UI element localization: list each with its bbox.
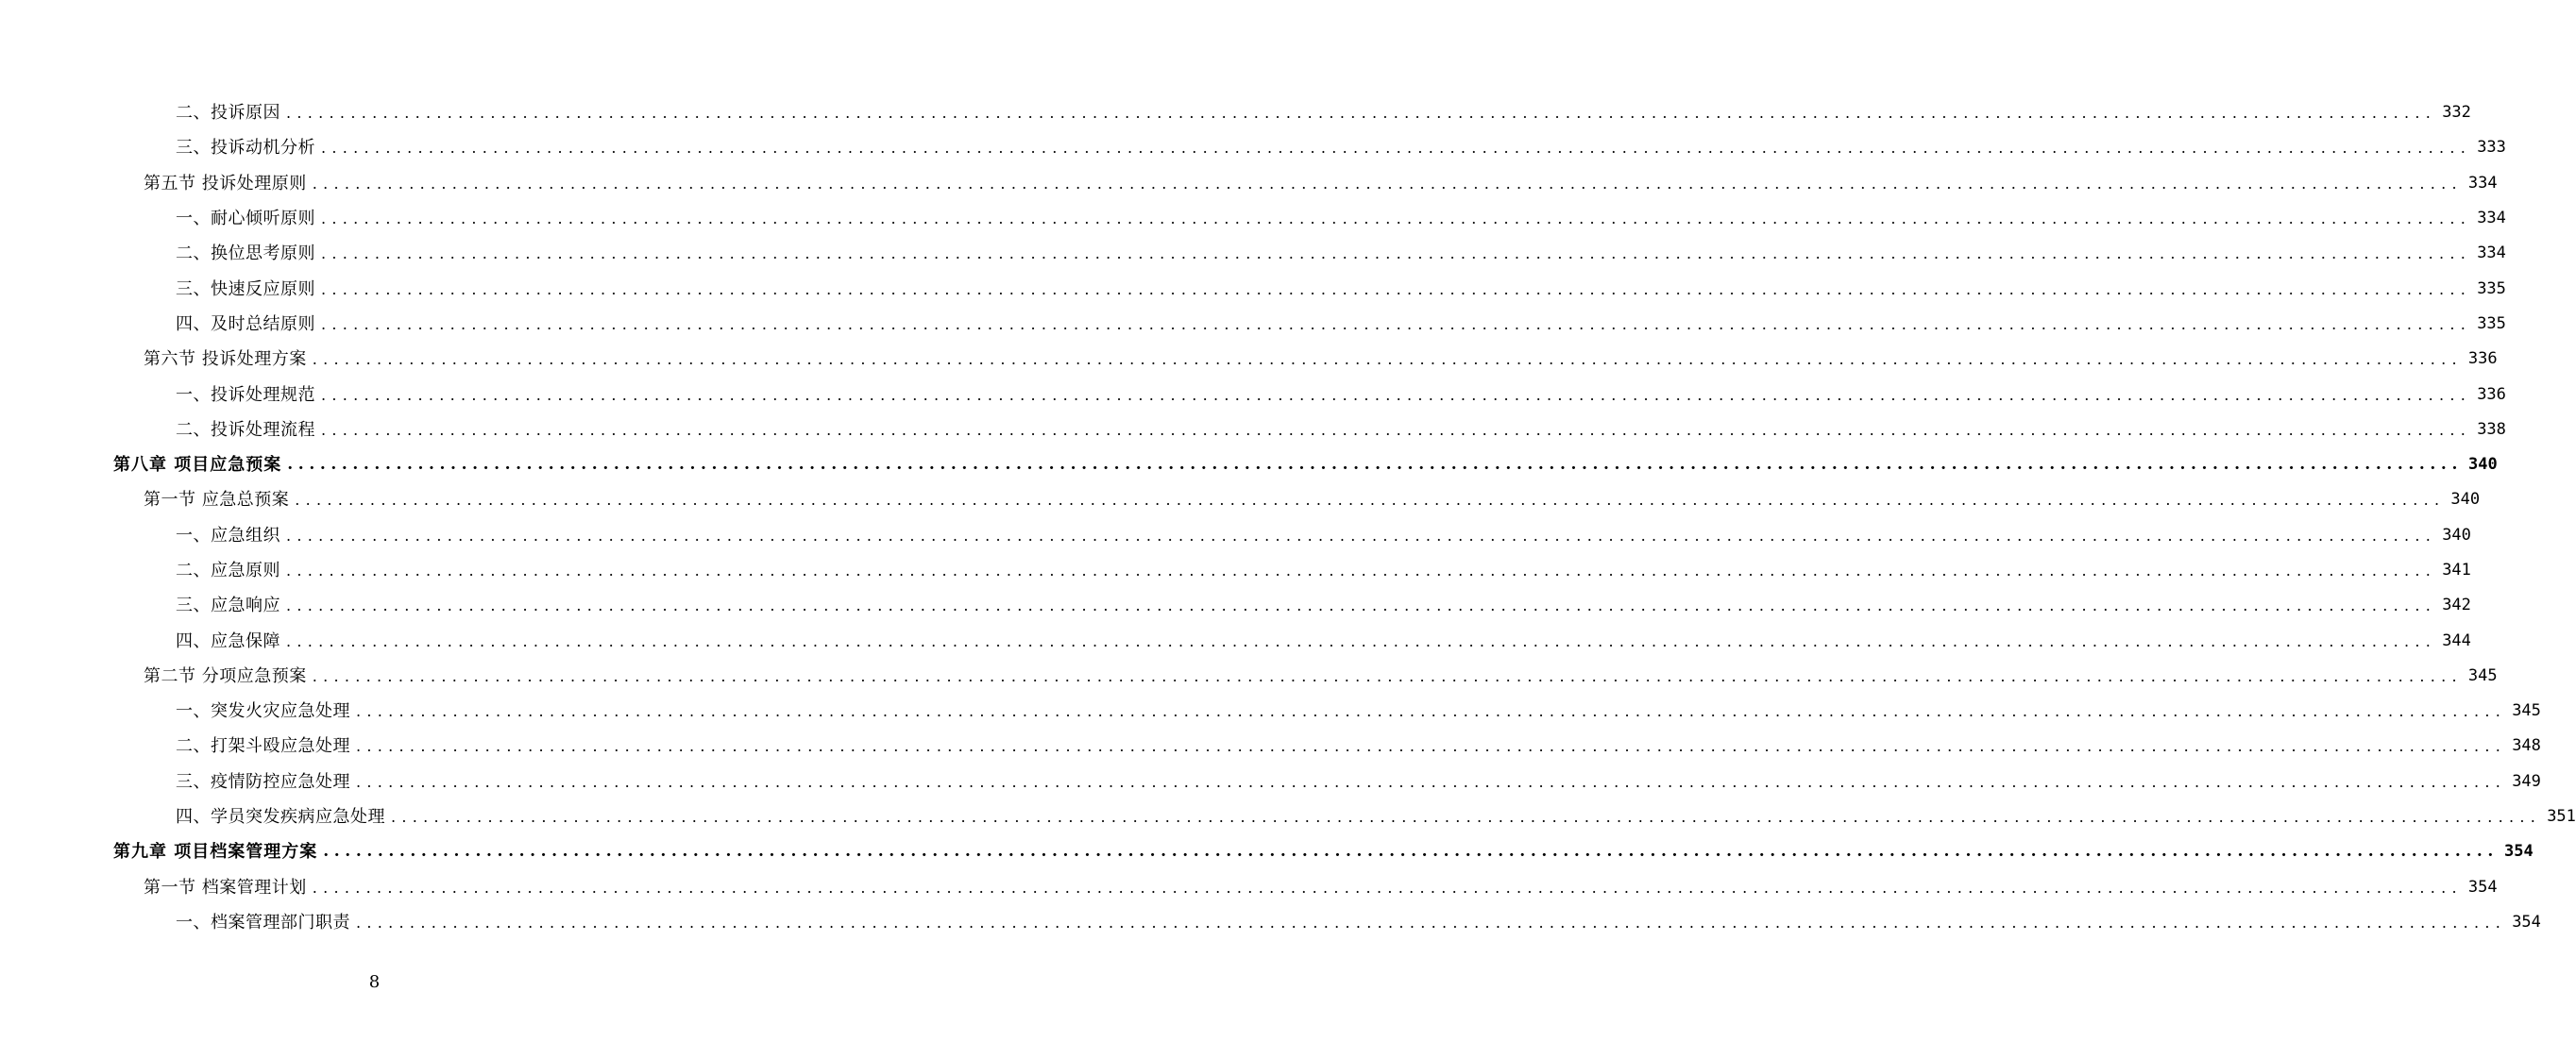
toc-entry-title: 一、应急组织 xyxy=(176,525,280,546)
toc-entry-title: 二、投诉原因 xyxy=(176,103,280,124)
toc-entry-title: 四、及时总结原则 xyxy=(176,313,315,334)
toc-entry-section[interactable] xyxy=(0,342,2498,377)
toc-entry-title: 三、快速反应原则 xyxy=(176,278,315,299)
toc-entry-item[interactable] xyxy=(0,412,2506,447)
toc-entry-title: 第一节 档案管理计划 xyxy=(144,877,307,898)
toc-entry-item[interactable] xyxy=(0,553,2471,588)
toc-entry-page-number: 348 xyxy=(2512,736,2541,756)
page-number: 8 xyxy=(368,972,381,992)
toc-entry-item[interactable] xyxy=(0,307,2506,342)
toc-entry-page-number: 335 xyxy=(2477,313,2506,333)
toc-leader-dots: ........................................................................................................................................................................................................ xyxy=(321,244,2472,263)
toc-entry-title: 第六节 投诉处理方案 xyxy=(144,349,307,370)
toc-entry-page-number: 345 xyxy=(2467,665,2498,685)
toc-entry-title: 二、换位思考原则 xyxy=(176,244,315,264)
toc-leader-dots: ........................................................................................................................................................................................................ xyxy=(356,772,2507,791)
toc-leader-dots: ........................................................................................................................................................................................................ xyxy=(321,139,2472,158)
toc-leader-dots: ........................................................................................................................................................................................................ xyxy=(312,878,2463,897)
toc-entry-title: 三、投诉动机分析 xyxy=(176,138,315,159)
toc-entry-item[interactable] xyxy=(0,694,2541,729)
toc-entry-item[interactable] xyxy=(0,729,2541,764)
toc-entry-page-number: 344 xyxy=(2442,630,2471,650)
toc-entry-page-number: 354 xyxy=(2503,842,2534,862)
toc-entry-title: 第八章 项目应急预案 xyxy=(113,455,282,476)
toc-leader-dots: ........................................................................................................................................................................................................ xyxy=(356,702,2507,721)
toc-entry-section[interactable] xyxy=(0,659,2498,694)
toc-entry-page-number: 336 xyxy=(2477,384,2506,404)
toc-entry-page-number: 334 xyxy=(2467,173,2498,193)
toc-leader-dots: ........................................................................................................................................................................................................ xyxy=(312,350,2463,369)
toc-entry-page-number: 332 xyxy=(2442,103,2471,123)
toc-leader-dots: ........................................................................................................................................................................................................ xyxy=(321,314,2472,333)
toc-entry-title: 第一节 应急总预案 xyxy=(144,490,290,511)
toc-entry-page-number: 351 xyxy=(2547,807,2576,827)
toc-entry-title: 第二节 分项应急预案 xyxy=(144,665,307,686)
toc-entry-section[interactable] xyxy=(0,870,2498,905)
toc-leader-dots: ........................................................................................................................................................................................................ xyxy=(286,631,2437,650)
toc-entry-title: 一、投诉处理规范 xyxy=(176,384,315,405)
toc-entry-item[interactable] xyxy=(0,201,2506,236)
toc-entry-page-number: 336 xyxy=(2467,349,2498,369)
toc-entry-title: 一、突发火灾应急处理 xyxy=(176,701,350,722)
toc-entry-title: 四、应急保障 xyxy=(176,630,280,651)
toc-entry-item[interactable] xyxy=(0,518,2471,553)
toc-leader-dots: ........................................................................................................................................................................................................ xyxy=(287,455,2463,475)
toc-entry-item[interactable] xyxy=(0,236,2506,271)
toc-entry-item[interactable] xyxy=(0,799,2576,834)
toc-leader-dots: ........................................................................................................................................................................................................ xyxy=(356,737,2507,756)
toc-entry-page-number: 354 xyxy=(2467,877,2498,897)
toc-entry-title: 第九章 项目档案管理方案 xyxy=(113,842,318,863)
toc-entry-page-number: 349 xyxy=(2512,771,2541,791)
toc-entry-page-number: 335 xyxy=(2477,278,2506,298)
toc-entry-page-number: 334 xyxy=(2477,209,2506,228)
toc-leader-dots: ........................................................................................................................................................................................................ xyxy=(286,597,2437,615)
toc-leader-dots: ........................................................................................................................................................................................................ xyxy=(323,842,2499,862)
toc-entry-title: 二、打架斗殴应急处理 xyxy=(176,736,350,757)
toc-leader-dots: ........................................................................................................................................................................................................ xyxy=(321,420,2472,439)
toc-entry-title: 二、投诉处理流程 xyxy=(176,419,315,440)
toc-entry-item[interactable] xyxy=(0,623,2471,658)
toc-entry-page-number: 354 xyxy=(2512,912,2541,932)
toc-entry-title: 三、应急响应 xyxy=(176,596,280,616)
toc-leader-dots: ........................................................................................................................................................................................................ xyxy=(286,104,2437,123)
toc-entry-page-number: 342 xyxy=(2442,596,2471,615)
toc-entry-chapter[interactable] xyxy=(0,447,2498,482)
toc-entry-title: 三、疫情防控应急处理 xyxy=(176,771,350,792)
toc-entry-item[interactable] xyxy=(0,765,2541,799)
toc-leader-dots: ........................................................................................................................................................................................................ xyxy=(286,562,2437,580)
toc-entry-page-number: 338 xyxy=(2477,419,2506,439)
toc-entry-title: 一、耐心倾听原则 xyxy=(176,209,315,229)
toc-leader-dots: ........................................................................................................................................................................................................ xyxy=(295,491,2446,510)
toc-entry-section[interactable] xyxy=(0,166,2498,201)
toc-entry-item[interactable] xyxy=(0,130,2506,165)
toc-leader-dots: ........................................................................................................................................................................................................ xyxy=(286,526,2437,545)
toc-entry-item[interactable] xyxy=(0,588,2471,623)
toc-leader-dots: ........................................................................................................................................................................................................ xyxy=(321,385,2472,404)
toc-entry-page-number: 340 xyxy=(2442,525,2471,545)
toc-leader-dots: ........................................................................................................................................................................................................ xyxy=(356,913,2507,932)
table-of-contents xyxy=(0,95,2576,940)
toc-entry-item[interactable] xyxy=(0,905,2541,940)
toc-entry-item[interactable] xyxy=(0,377,2506,412)
toc-entry-title: 第五节 投诉处理原则 xyxy=(144,173,307,193)
toc-entry-item[interactable] xyxy=(0,271,2506,306)
toc-leader-dots: ........................................................................................................................................................................................................ xyxy=(312,666,2463,685)
toc-leader-dots: ........................................................................................................................................................................................................ xyxy=(321,210,2472,228)
toc-entry-page-number: 341 xyxy=(2442,561,2471,580)
toc-entry-page-number: 345 xyxy=(2512,701,2541,721)
toc-entry-title: 一、档案管理部门职责 xyxy=(176,912,350,933)
toc-entry-page-number: 340 xyxy=(2467,455,2498,475)
toc-entry-chapter[interactable] xyxy=(0,834,2534,869)
toc-entry-section[interactable] xyxy=(0,482,2481,517)
toc-entry-title: 四、学员突发疾病应急处理 xyxy=(176,807,385,828)
toc-entry-page-number: 333 xyxy=(2477,138,2506,158)
toc-leader-dots: ........................................................................................................................................................................................................ xyxy=(321,279,2472,298)
toc-entry-page-number: 340 xyxy=(2450,490,2481,510)
toc-leader-dots: ........................................................................................................................................................................................................ xyxy=(312,174,2463,193)
toc-leader-dots: ........................................................................................................................................................................................................ xyxy=(391,808,2542,827)
toc-entry-page-number: 334 xyxy=(2477,244,2506,263)
toc-entry-item[interactable] xyxy=(0,95,2471,130)
toc-entry-title: 二、应急原则 xyxy=(176,561,280,580)
